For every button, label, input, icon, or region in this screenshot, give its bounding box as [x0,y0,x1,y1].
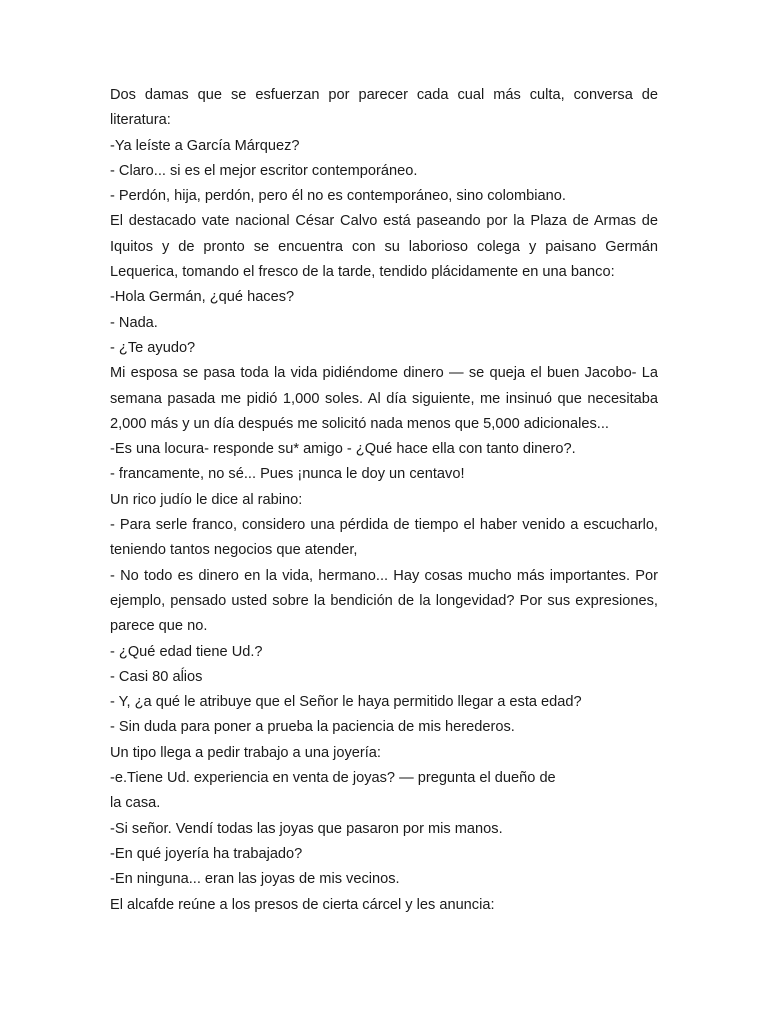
paragraph: Dos damas que se esfuerzan por parecer cada cual más culta, conversa de literatura: [110,87,658,129]
paragraph: - Para serle franco, considero una pérdida de tiempo el haber venido a escucharlo, teniendo tantos negocios que atender, [110,517,658,559]
paragraph: - francamente, no sé... Pues ¡nunca le doy un centavo! [110,466,465,483]
paragraph: - No todo es dinero en la vida, hermano... Hay cosas mucho más importantes. Por ejemplo, pensado usted sobre la bendición de la longevidad? Por sus expresiones, parece que no. [110,567,658,635]
document-body [110,83,658,918]
paragraph: Mi esposa se pasa toda la vida pidiéndome dinero — se queja el buen Jacobo- La semana pasada me pidió 1,000 soles. Al día siguiente, me insinuó que necesitaba 2,000 más y un día después me solicitó nada menos que 5,000 adicionales... [110,365,658,432]
paragraph: El alcafde reúne a los presos de cierta cárcel y les anuncia: [110,896,495,913]
paragraph: -Hola Germán, ¿qué haces? [110,289,295,306]
paragraph: - ¿Te ayudo? [110,339,196,356]
paragraph: - Nada. [110,314,158,331]
paragraph: -Si señor. Vendí todas las joyas que pasaron por mis manos. [110,820,503,837]
paragraph: Un rico judío le dice al rabino: [110,491,303,508]
paragraph: - ¿Qué edad tiene Ud.? [110,643,263,660]
paragraph: -Es una locura- responde su* amigo - ¿Qué hace ella con tanto dinero?. [110,441,576,458]
paragraph: - Sin duda para poner a prueba la paciencia de mis herederos. [110,719,515,736]
paragraph: -e.Tiene Ud. experiencia en venta de joyas? — pregunta el dueño de [110,770,556,787]
paragraph: -En qué joyería ha trabajado? [110,845,303,862]
paragraph: la casa. [110,795,161,812]
paragraph: - Perdón, hija, perdón, pero él no es contemporáneo, sino colombiano. [110,188,566,205]
paragraph: -Ya leíste a García Márquez? [110,137,300,154]
paragraph: El destacado vate nacional César Calvo está paseando por la Plaza de Armas de Iquitos y de pronto se encuentra con su laborioso colega y paisano Germán Lequerica, tomando el fresco de la tarde, tendido plácidamente en una banco: [110,213,658,281]
paragraph: -En ninguna... eran las joyas de mis vecinos. [110,871,400,888]
paragraph: - Casi 80 aĺios [110,668,203,685]
paragraph: - Claro... si es el mejor escritor contemporáneo. [110,162,418,179]
paragraph: - Y, ¿a qué le atribuye que el Señor le haya permitido llegar a esta edad? [110,694,582,711]
paragraph: Un tipo llega a pedir trabajo a una joyería: [110,744,381,761]
